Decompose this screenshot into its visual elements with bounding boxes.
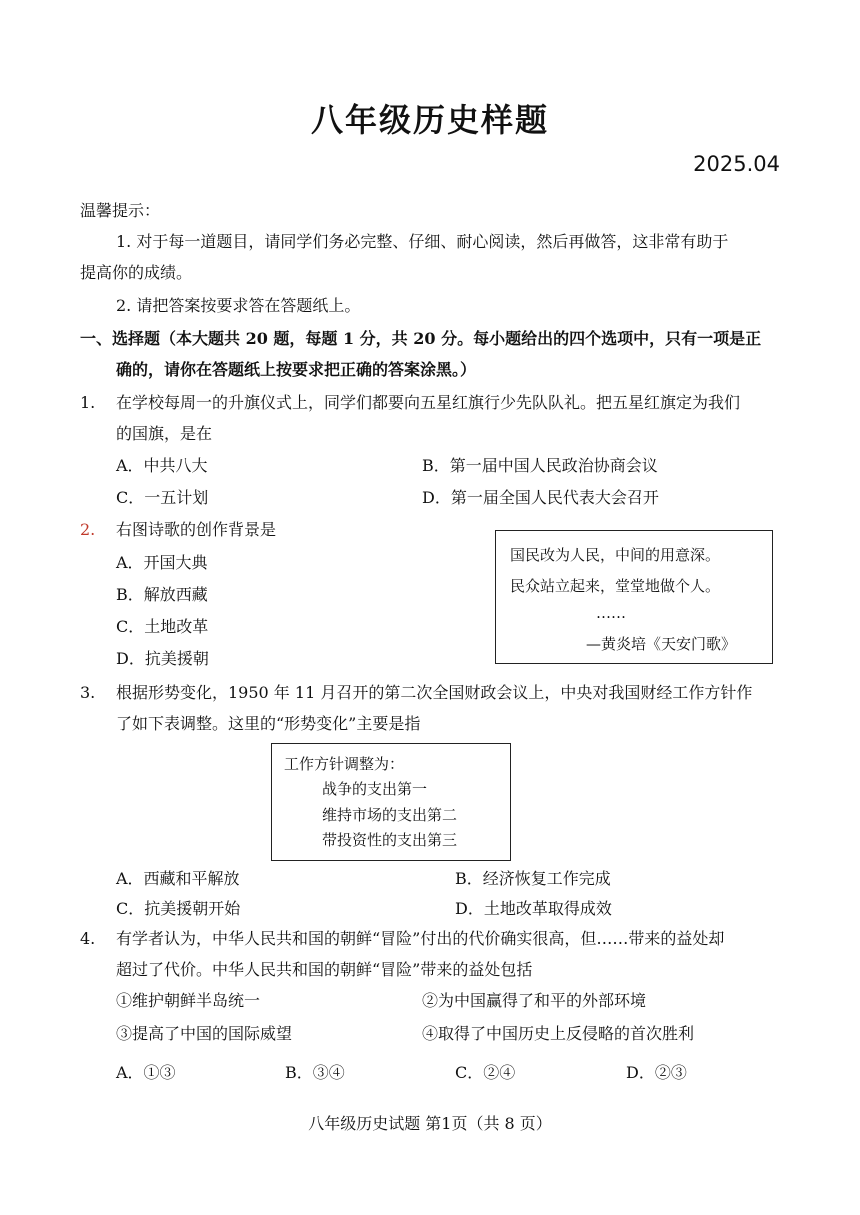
question-1-option-c[interactable]: C．一五计划 xyxy=(116,488,209,507)
question-3-number: 3. xyxy=(80,683,96,702)
tips-heading: 温馨提示： xyxy=(80,201,161,220)
question-4-option-a[interactable]: A．①③ xyxy=(116,1063,176,1082)
question-4-number: 4. xyxy=(80,929,96,948)
tip-2: 2. 请把答案按要求答在答题纸上。 xyxy=(116,296,361,315)
tip-1-line-1: 1. 对于每一道题目，请同学们务必完整、仔细、耐心阅读，然后再做答，这非常有助于 xyxy=(116,232,729,251)
poem-ellipsis: …… xyxy=(596,604,626,622)
question-4-item-4: ④取得了中国历史上反侵略的首次胜利 xyxy=(422,1024,695,1043)
exam-date: 2025.04 xyxy=(693,152,780,176)
page-title: 八年级历史样题 xyxy=(310,101,549,139)
question-3-stem-line-2: 了如下表调整。这里的“形势变化”主要是指 xyxy=(116,714,421,733)
section-1-heading-line-2: 确的，请你在答题纸上按要求把正确的答案涂黑。） xyxy=(116,360,477,379)
question-3-option-a[interactable]: A．西藏和平解放 xyxy=(116,869,240,888)
question-2-number: 2. xyxy=(80,520,96,539)
question-3-option-c[interactable]: C．抗美援朝开始 xyxy=(116,899,241,918)
question-2-option-b[interactable]: B．解放西藏 xyxy=(116,585,208,604)
question-2-option-d[interactable]: D．抗美援朝 xyxy=(116,649,209,668)
policy-line-3: 带投资性的支出第三 xyxy=(322,831,458,849)
question-1-option-a[interactable]: A．中共八大 xyxy=(116,456,208,475)
question-3-option-b[interactable]: B．经济恢复工作完成 xyxy=(455,869,611,888)
question-3-stem-line-1: 根据形势变化，1950 年 11 月召开的第二次全国财政会议上，中央对我国财经工作方针作 xyxy=(116,683,753,702)
page-footer: 八年级历史试题 第1页（共 8 页） xyxy=(308,1114,552,1133)
policy-box-title: 工作方针调整为： xyxy=(284,755,405,773)
policy-box xyxy=(271,743,511,861)
question-1-number: 1. xyxy=(80,393,96,412)
question-1-option-d[interactable]: D．第一届全国人民代表大会召开 xyxy=(422,488,659,507)
question-1-stem-line-1: 在学校每周一的升旗仪式上，同学们都要向五星红旗行少先队队礼。把五星红旗定为我们 xyxy=(116,393,741,412)
section-1-heading-line-1: 一、选择题（本大题共 20 题，每题 1 分，共 20 分。每小题给出的四个选项中，只有一项是正 xyxy=(80,329,762,348)
question-4-option-c[interactable]: C．②④ xyxy=(455,1063,516,1082)
poem-source: —黄炎培《天安门歌》 xyxy=(586,635,737,653)
tip-1-line-2: 提高你的成绩。 xyxy=(80,263,193,282)
question-4-item-2: ②为中国赢得了和平的外部环境 xyxy=(422,991,647,1010)
question-4-stem-line-2: 超过了代价。中华人民共和国的朝鲜“冒险”带来的益处包括 xyxy=(116,960,533,979)
question-1-stem-line-2: 的国旗，是在 xyxy=(116,424,213,443)
question-2-option-c[interactable]: C．土地改革 xyxy=(116,617,209,636)
policy-line-1: 战争的支出第一 xyxy=(322,780,428,798)
question-1-option-b[interactable]: B．第一届中国人民政治协商会议 xyxy=(422,456,658,475)
poem-line-1: 国民改为人民，中间的用意深。 xyxy=(510,546,721,564)
question-2-option-a[interactable]: A．开国大典 xyxy=(116,553,208,572)
poem-box xyxy=(495,530,773,664)
question-3-option-d[interactable]: D．土地改革取得成效 xyxy=(455,899,612,918)
policy-line-2: 维持市场的支出第二 xyxy=(322,806,458,824)
poem-line-2: 民众站立起来，堂堂地做个人。 xyxy=(510,577,721,595)
question-4-option-b[interactable]: B．③④ xyxy=(285,1063,345,1082)
question-4-item-1: ①维护朝鲜半岛统一 xyxy=(116,991,261,1010)
question-4-stem-line-1: 有学者认为，中华人民共和国的朝鲜“冒险”付出的代价确实很高，但……带来的益处却 xyxy=(116,929,725,948)
question-2-stem: 右图诗歌的创作背景是 xyxy=(116,520,277,539)
question-4-option-d[interactable]: D．②③ xyxy=(626,1063,687,1082)
question-4-item-3: ③提高了中国的国际威望 xyxy=(116,1024,293,1043)
